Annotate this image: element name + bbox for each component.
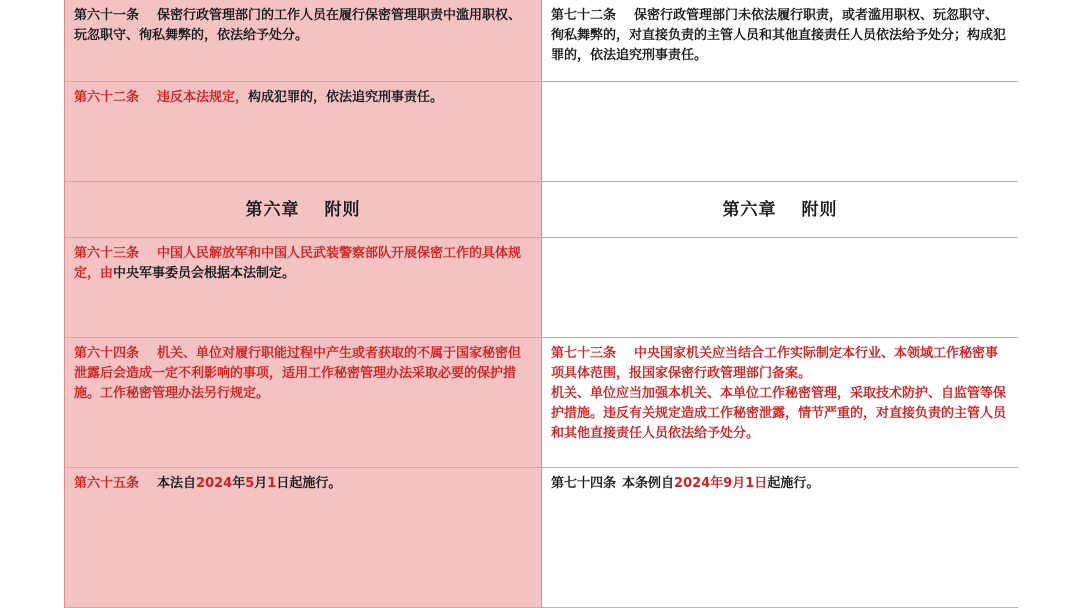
article-61-cell [65,0,542,82]
article-65-number: 第六十五条 [74,476,140,491]
article-74-text-2: 起施行。 [767,476,820,491]
article-63-text: 中央军事委员会根据本法制定。 [113,266,296,281]
article-73-text-2: 机关、单位应当加强本机关、本单位工作秘密管理，采取技术防护、自监管等保护措施。违反有关规定造成工作秘密泄露，情节严重的，对直接负责的主管人员和其他直接责任人员依法给予处分。 [551,386,1007,441]
article-73-number: 第七十三条 [551,346,617,361]
article-65-text-2: 年 [232,476,246,491]
empty-right-cell-2 [542,82,1018,182]
article-72-text: 保密行政管理部门未依法履行职责，或者滥用职权、玩忽职守、徇私舞弊的，对直接负责的主管人员和其他直接责任人员依法给予处分；构成犯罪的，依法追究刑事责任。 [551,8,1007,63]
article-72-cell [542,0,1018,82]
article-74-cell [542,468,1018,608]
article-74-text-1: 本条例自 [622,476,675,491]
article-74-number: 第七十四条 [551,476,617,491]
article-65-text-3: 月 [254,476,268,491]
article-64-cell [65,338,542,468]
article-65-month: 5 [245,476,255,491]
article-73-text: 中央国家机关应当结合工作实际制定本行业、本领域工作秘密事项具体范围，报国家保密行政管理部门备案。 [551,346,999,381]
empty-right-cell-4 [542,238,1018,338]
comparison-table [64,0,1017,608]
chapter-heading-right: 第六章 附则 [542,182,1018,238]
article-61-number: 第六十一条 [74,8,140,23]
article-72-number: 第七十二条 [551,8,617,23]
article-65-cell [65,468,542,608]
article-74-date: 2024年9月1日 [674,476,768,491]
chapter-heading-left: 第六章 附则 [65,182,542,238]
article-65-day: 1 [267,476,277,491]
article-65-text-1: 本法自 [157,476,197,491]
article-65-text-4: 日起施行。 [276,476,342,491]
article-63-cell [65,238,542,338]
article-62-cell [65,82,542,182]
article-63-number: 第六十三条 [74,246,140,261]
article-62-text: 构成犯罪的，依法追究刑事责任。 [248,90,444,105]
article-63-red-text: 中国人民解放军和中国人民武装警察部队开展保密工作的具体规定，由 [74,246,522,281]
article-65-year: 2024 [196,476,233,491]
article-61-text: 保密行政管理部门的工作人员在履行保密管理职责中滥用职权、玩忽职守、徇私舞弊的，依法给予处分。 [74,8,522,43]
article-73-cell [542,338,1018,468]
article-62-red-text: 违反本法规定， [157,90,249,105]
article-64-number: 第六十四条 [74,346,140,361]
article-64-text: 机关、单位对履行职能过程中产生或者获取的不属于国家秘密但泄露后会造成一定不利影响的事项，适用工作秘密管理办法采取必要的保护措施。工作秘密管理办法另行规定。 [74,346,522,401]
article-62-number: 第六十二条 [74,90,140,105]
